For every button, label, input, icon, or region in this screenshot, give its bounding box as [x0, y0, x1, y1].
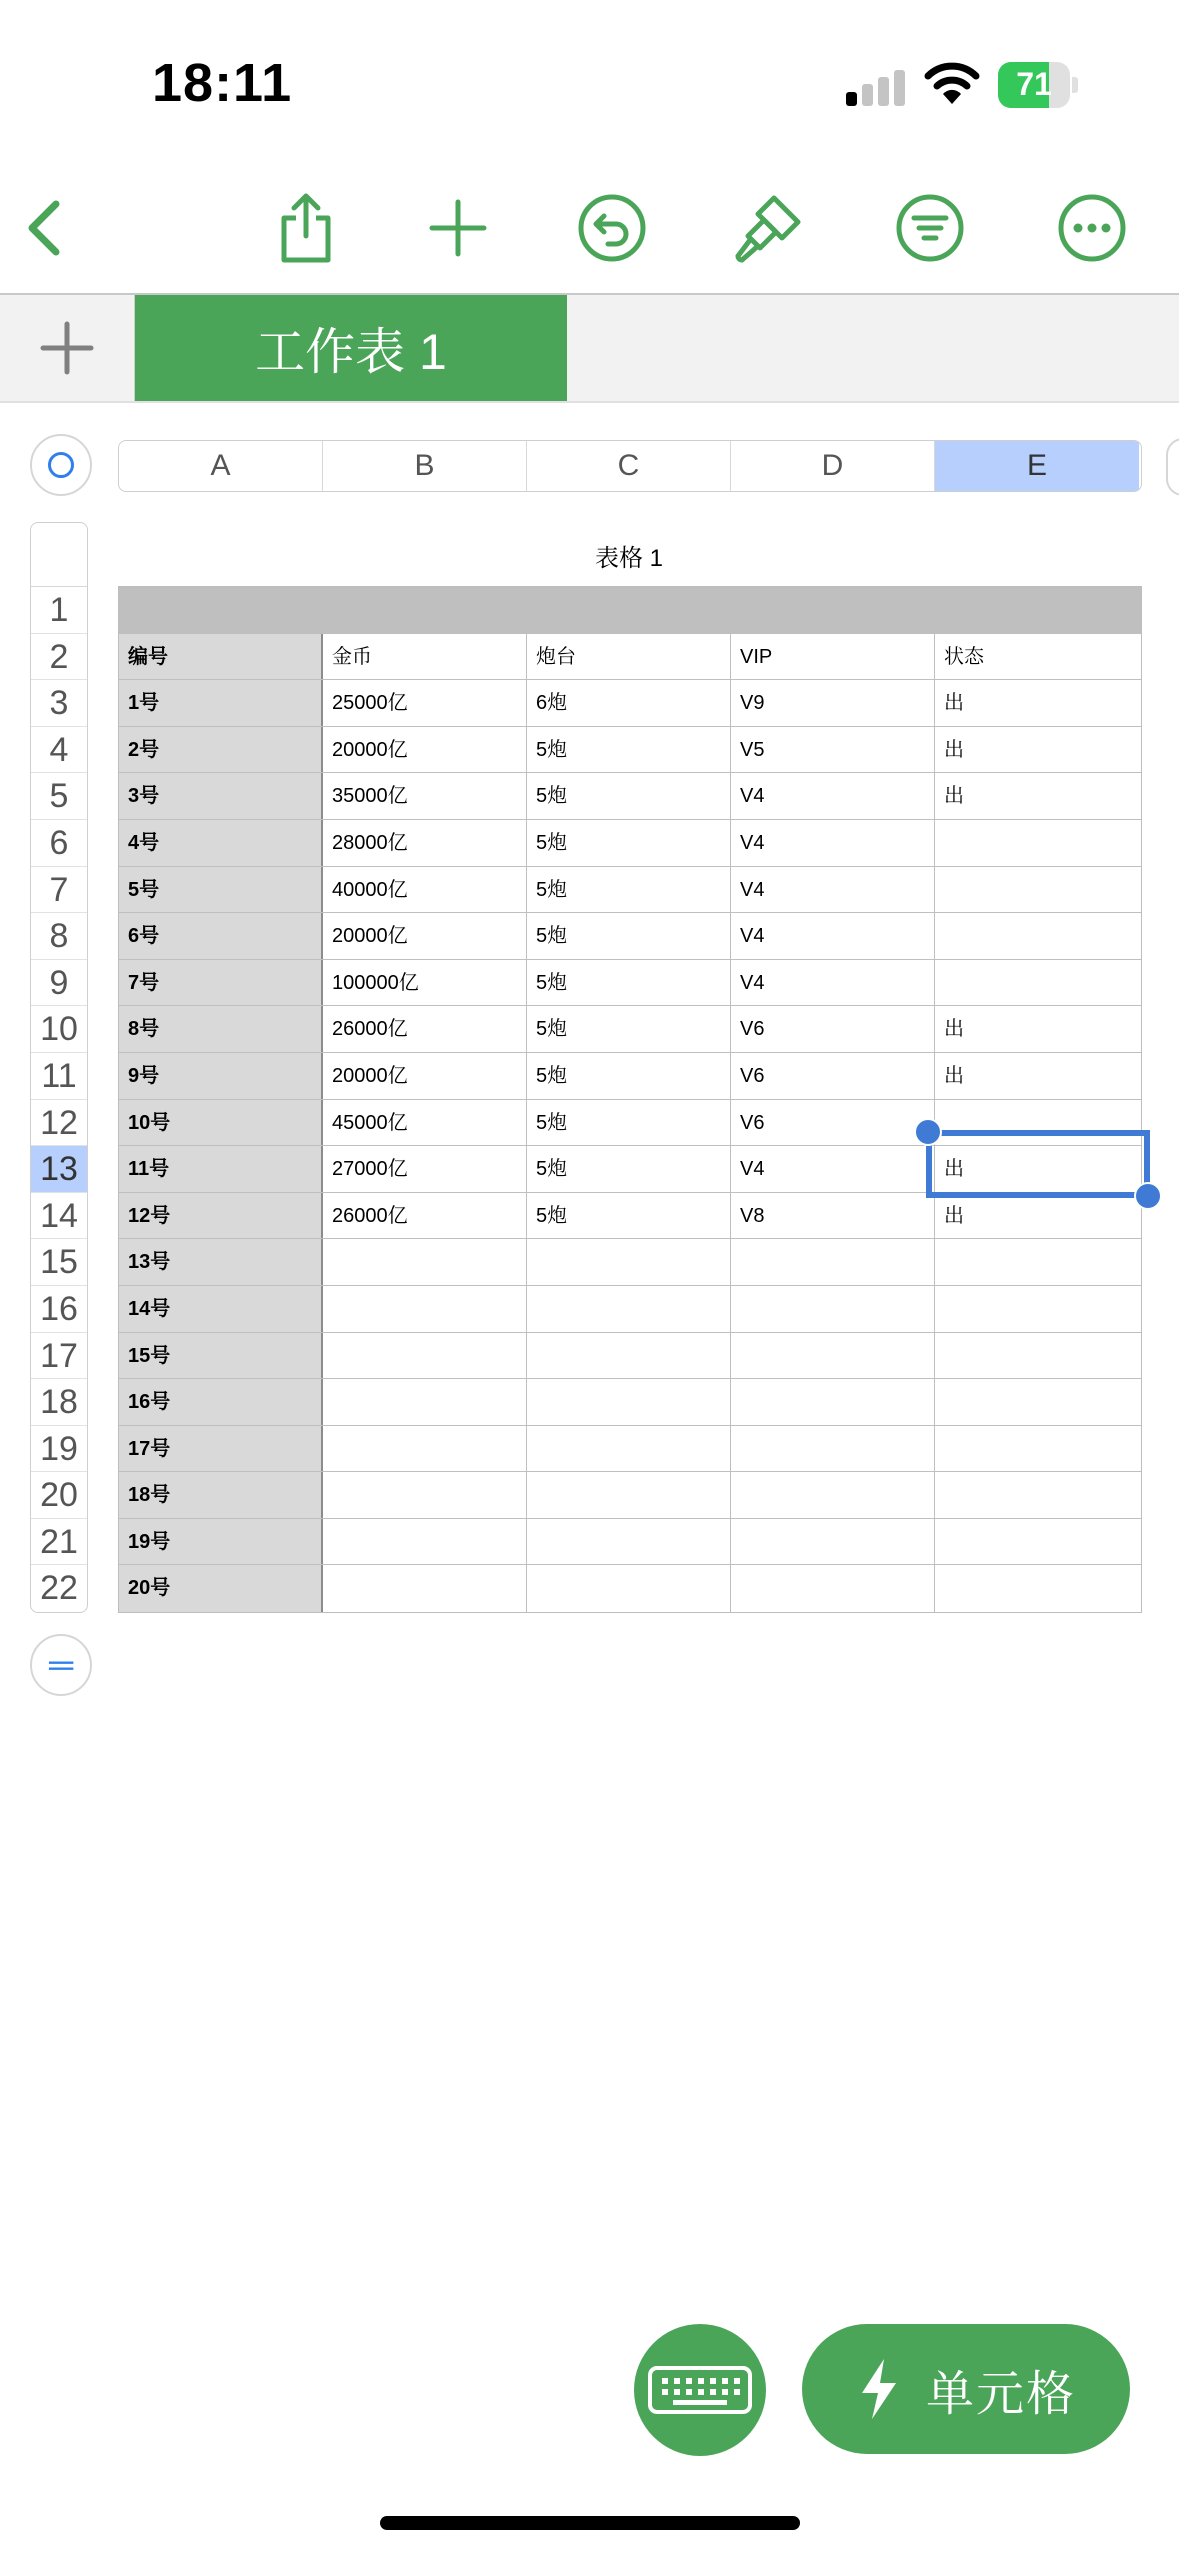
- table-cell[interactable]: [323, 1379, 527, 1425]
- table-cell[interactable]: [731, 1472, 935, 1518]
- paintbrush-icon: [730, 190, 806, 266]
- row-header-11[interactable]: 11: [31, 1053, 87, 1100]
- table-row: [119, 1333, 1141, 1380]
- table-cell[interactable]: [935, 1426, 1141, 1472]
- table-row: [119, 1286, 1141, 1333]
- table-cell[interactable]: 28000亿: [323, 820, 527, 866]
- table-cell[interactable]: 11号: [119, 1146, 323, 1192]
- plus-icon: [39, 320, 95, 376]
- table-row: [119, 913, 1141, 960]
- table-cell[interactable]: [323, 1239, 527, 1285]
- table-cell[interactable]: 5炮: [527, 1100, 731, 1146]
- table-header-row: [119, 587, 1141, 634]
- row-header-21[interactable]: 21: [31, 1519, 87, 1566]
- table-cell[interactable]: [935, 867, 1141, 913]
- row-header-4[interactable]: 4: [31, 727, 87, 774]
- row-header-2[interactable]: 2: [31, 634, 87, 681]
- status-time: 18:11: [152, 53, 293, 113]
- table-cell[interactable]: [935, 820, 1141, 866]
- table-cell[interactable]: 20000亿: [323, 1053, 527, 1099]
- home-indicator[interactable]: [380, 2516, 800, 2530]
- table-row: [119, 1239, 1141, 1286]
- table-cell[interactable]: 出: [944, 1204, 964, 1227]
- table-cell[interactable]: 5炮: [527, 913, 731, 959]
- table-cell[interactable]: [731, 1286, 935, 1332]
- table-row: [119, 1426, 1141, 1473]
- table-cell[interactable]: [323, 1565, 527, 1612]
- add-sheet-button[interactable]: [0, 295, 136, 401]
- table-cell[interactable]: [323, 587, 527, 633]
- table-cell[interactable]: 45000亿: [323, 1100, 527, 1146]
- row-header-7[interactable]: 7: [31, 867, 87, 914]
- table-cell[interactable]: 27000亿: [323, 1146, 527, 1192]
- equals-icon: ═: [48, 1645, 74, 1684]
- sheet-tab-bar: [0, 293, 1179, 403]
- table-cell[interactable]: 5炮: [527, 820, 731, 866]
- table-cell[interactable]: V6: [731, 1053, 935, 1099]
- table-cell[interactable]: [935, 1519, 1141, 1565]
- table-cell[interactable]: V6: [731, 1100, 935, 1146]
- row-header-9[interactable]: 9: [31, 960, 87, 1007]
- table-cell[interactable]: 5炮: [527, 727, 731, 773]
- row-header-top: [30, 522, 88, 587]
- sheet-tab-active[interactable]: 工作表 1: [135, 295, 567, 401]
- column-headers: [118, 440, 1142, 492]
- undo-icon: [574, 190, 650, 266]
- row-header-12[interactable]: 12: [31, 1100, 87, 1147]
- table-cell[interactable]: 20000亿: [323, 913, 527, 959]
- row-header-17[interactable]: 17: [31, 1333, 87, 1380]
- table-cell[interactable]: 26000亿: [323, 1193, 527, 1239]
- table-cell[interactable]: [527, 1333, 731, 1379]
- table-cell[interactable]: 14号: [119, 1286, 323, 1332]
- table-cell[interactable]: 20000亿: [323, 727, 527, 773]
- selection-handle-bottom-right[interactable]: [1134, 1182, 1162, 1210]
- row-header-22[interactable]: 22: [40, 1569, 78, 1608]
- table-cell[interactable]: V6: [731, 1006, 935, 1052]
- table-row: [119, 1519, 1141, 1566]
- row-header-14[interactable]: 14: [31, 1193, 87, 1240]
- table-cell[interactable]: V4: [731, 1146, 935, 1192]
- table-title: 表格 1: [594, 545, 663, 572]
- table-cell[interactable]: 5炮: [527, 773, 731, 819]
- table-cell[interactable]: [731, 1333, 935, 1379]
- row-header-10[interactable]: 10: [31, 1006, 87, 1053]
- table-cell[interactable]: [323, 1519, 527, 1565]
- table-cell[interactable]: 6炮: [527, 680, 731, 726]
- share-icon: [268, 190, 344, 266]
- table-row: [119, 1565, 1141, 1612]
- table-cell[interactable]: 26000亿: [323, 1006, 527, 1052]
- table-cell[interactable]: 17号: [119, 1426, 323, 1472]
- chevron-left-icon: [8, 190, 84, 266]
- wifi-icon: [924, 60, 980, 106]
- table-row: [119, 960, 1141, 1007]
- table-cell[interactable]: 15号: [119, 1333, 323, 1379]
- table-cell[interactable]: [935, 587, 1141, 633]
- table-cell[interactable]: V4: [731, 960, 935, 1006]
- table-cell[interactable]: 10号: [119, 1100, 323, 1146]
- table-cell[interactable]: 5炮: [527, 867, 731, 913]
- cell-actions-button[interactable]: [802, 2324, 1130, 2454]
- row-header-13[interactable]: 13: [31, 1146, 87, 1193]
- table-cell[interactable]: 状态: [944, 645, 984, 668]
- cell-selection-box[interactable]: [926, 1130, 1150, 1198]
- table-cell[interactable]: [527, 1426, 731, 1472]
- insert-button[interactable]: [420, 190, 496, 266]
- add-column-handle[interactable]: [1166, 438, 1179, 496]
- back-button[interactable]: [8, 190, 84, 266]
- table-row: [119, 1193, 1141, 1240]
- table-cell[interactable]: [935, 1472, 1141, 1518]
- select-table-button[interactable]: [30, 434, 92, 496]
- table-row: [119, 773, 1141, 820]
- row-header-5[interactable]: 5: [31, 773, 87, 820]
- table-cell[interactable]: 7号: [119, 960, 323, 1006]
- row-header-19[interactable]: 19: [31, 1426, 87, 1473]
- cellular-signal-icon: [846, 70, 908, 106]
- table-cell[interactable]: V5: [731, 727, 935, 773]
- table-cell[interactable]: 19号: [119, 1519, 323, 1565]
- table-cell[interactable]: V8: [731, 1193, 935, 1239]
- undo-button[interactable]: [574, 190, 650, 266]
- table-cell[interactable]: 编号: [119, 634, 323, 680]
- table-cell[interactable]: 16号: [119, 1379, 323, 1425]
- table-cell[interactable]: 出: [944, 785, 964, 808]
- keyboard-icon: [647, 2365, 753, 2415]
- row-header-16[interactable]: 16: [31, 1286, 87, 1333]
- table-cell[interactable]: 3号: [119, 773, 323, 819]
- table-row: [119, 727, 1141, 774]
- table-cell[interactable]: 40000亿: [323, 867, 527, 913]
- row-headers: [30, 586, 88, 1613]
- table-row: [119, 634, 1141, 681]
- table-cell[interactable]: V4: [731, 820, 935, 866]
- table-cell[interactable]: 12号: [119, 1193, 323, 1239]
- circle-icon: [48, 452, 74, 478]
- table-cell[interactable]: [527, 1239, 731, 1285]
- table-row: [119, 1006, 1141, 1053]
- table-cell[interactable]: V4: [731, 913, 935, 959]
- table-cell[interactable]: [935, 913, 1141, 959]
- column-header-b[interactable]: B: [323, 441, 527, 491]
- table-cell[interactable]: [731, 1565, 935, 1612]
- table-cell[interactable]: 100000亿: [323, 960, 527, 1006]
- keyboard-button[interactable]: [634, 2324, 766, 2456]
- table-cell[interactable]: V4: [731, 867, 935, 913]
- battery-icon: [998, 62, 1080, 108]
- table-row: [119, 820, 1141, 867]
- table-cell[interactable]: [935, 1286, 1141, 1332]
- column-header-d[interactable]: D: [731, 441, 935, 491]
- table-cell[interactable]: 5炮: [527, 1006, 731, 1052]
- table-cell[interactable]: 出: [944, 1158, 964, 1181]
- column-header-c[interactable]: C: [527, 441, 731, 491]
- table-cell[interactable]: 5炮: [527, 1146, 731, 1192]
- table-cell[interactable]: 出: [944, 1064, 964, 1087]
- filter-icon: [892, 190, 968, 266]
- table-cell[interactable]: 9号: [119, 1053, 323, 1099]
- table-cell[interactable]: VIP: [731, 634, 935, 680]
- table-row: [119, 1053, 1141, 1100]
- table-cell[interactable]: 5炮: [527, 960, 731, 1006]
- selection-handle-top-left[interactable]: [914, 1118, 942, 1146]
- table-cell[interactable]: [935, 1333, 1141, 1379]
- table-row: [119, 1379, 1141, 1426]
- battery-level: 71: [1016, 66, 1052, 102]
- table-cell[interactable]: 5号: [119, 867, 323, 913]
- table-cell[interactable]: 2号: [119, 727, 323, 773]
- table-cell[interactable]: 35000亿: [323, 773, 527, 819]
- table-cell[interactable]: 5炮: [527, 1193, 731, 1239]
- table-cell[interactable]: [323, 1426, 527, 1472]
- table-cell[interactable]: [323, 1333, 527, 1379]
- table-cell[interactable]: [935, 1239, 1141, 1285]
- table-cell[interactable]: 6号: [119, 913, 323, 959]
- more-button[interactable]: [1054, 190, 1130, 266]
- table-cell[interactable]: [527, 1565, 731, 1612]
- table-cell[interactable]: [527, 1519, 731, 1565]
- table-cell[interactable]: [527, 1472, 731, 1518]
- table-cell[interactable]: V9: [731, 680, 935, 726]
- row-header-18[interactable]: 18: [31, 1379, 87, 1426]
- column-header-a[interactable]: A: [119, 441, 323, 491]
- table-cell[interactable]: 13号: [119, 1239, 323, 1285]
- table-cell[interactable]: [731, 1239, 935, 1285]
- table-grid: [118, 586, 1142, 1613]
- format-button[interactable]: [730, 190, 806, 266]
- table-cell[interactable]: 4号: [119, 820, 323, 866]
- table-cell[interactable]: 出: [944, 738, 964, 761]
- table-cell[interactable]: 出: [944, 692, 964, 715]
- plus-icon: [420, 190, 496, 266]
- table-cell[interactable]: [527, 587, 731, 633]
- table-cell[interactable]: 8号: [119, 1006, 323, 1052]
- table-cell[interactable]: 25000亿: [323, 680, 527, 726]
- row-header-1[interactable]: 1: [31, 587, 87, 634]
- cell-actions-label: 单元格: [925, 2367, 1076, 2421]
- more-icon: [1054, 190, 1130, 266]
- table-cell[interactable]: 5炮: [527, 1053, 731, 1099]
- table-cell[interactable]: [731, 1519, 935, 1565]
- table-row: [119, 680, 1141, 727]
- table-cell[interactable]: [935, 960, 1141, 1006]
- table-cell[interactable]: 18号: [119, 1472, 323, 1518]
- sort-filter-button[interactable]: [892, 190, 968, 266]
- table-row: [119, 1472, 1141, 1519]
- table-cell[interactable]: [935, 1379, 1141, 1425]
- table-cell[interactable]: [527, 1286, 731, 1332]
- table-cell[interactable]: [731, 587, 935, 633]
- add-row-handle[interactable]: [30, 1634, 92, 1696]
- row-header-20[interactable]: 20: [31, 1472, 87, 1519]
- table-cell[interactable]: 1号: [119, 680, 323, 726]
- bolt-icon: [856, 2357, 900, 2421]
- column-header-e[interactable]: E: [935, 441, 1139, 491]
- table-cell[interactable]: [731, 1379, 935, 1425]
- table-cell[interactable]: V4: [731, 773, 935, 819]
- table-cell[interactable]: 金币: [323, 634, 527, 680]
- table-cell[interactable]: [935, 1565, 1141, 1612]
- share-button[interactable]: [268, 190, 344, 266]
- table-cell[interactable]: 炮台: [527, 634, 731, 680]
- row-header-15[interactable]: 15: [31, 1239, 87, 1286]
- table-cell[interactable]: [323, 1286, 527, 1332]
- table-cell[interactable]: 出: [944, 1018, 964, 1041]
- table-row: [119, 867, 1141, 914]
- table-cell[interactable]: [323, 1472, 527, 1518]
- table-cell[interactable]: [119, 587, 323, 633]
- table-cell[interactable]: [731, 1426, 935, 1472]
- row-header-6[interactable]: 6: [31, 820, 87, 867]
- table-cell[interactable]: [527, 1379, 731, 1425]
- row-header-3[interactable]: 3: [31, 680, 87, 727]
- row-header-8[interactable]: 8: [31, 913, 87, 960]
- table-cell[interactable]: 20号: [119, 1565, 323, 1612]
